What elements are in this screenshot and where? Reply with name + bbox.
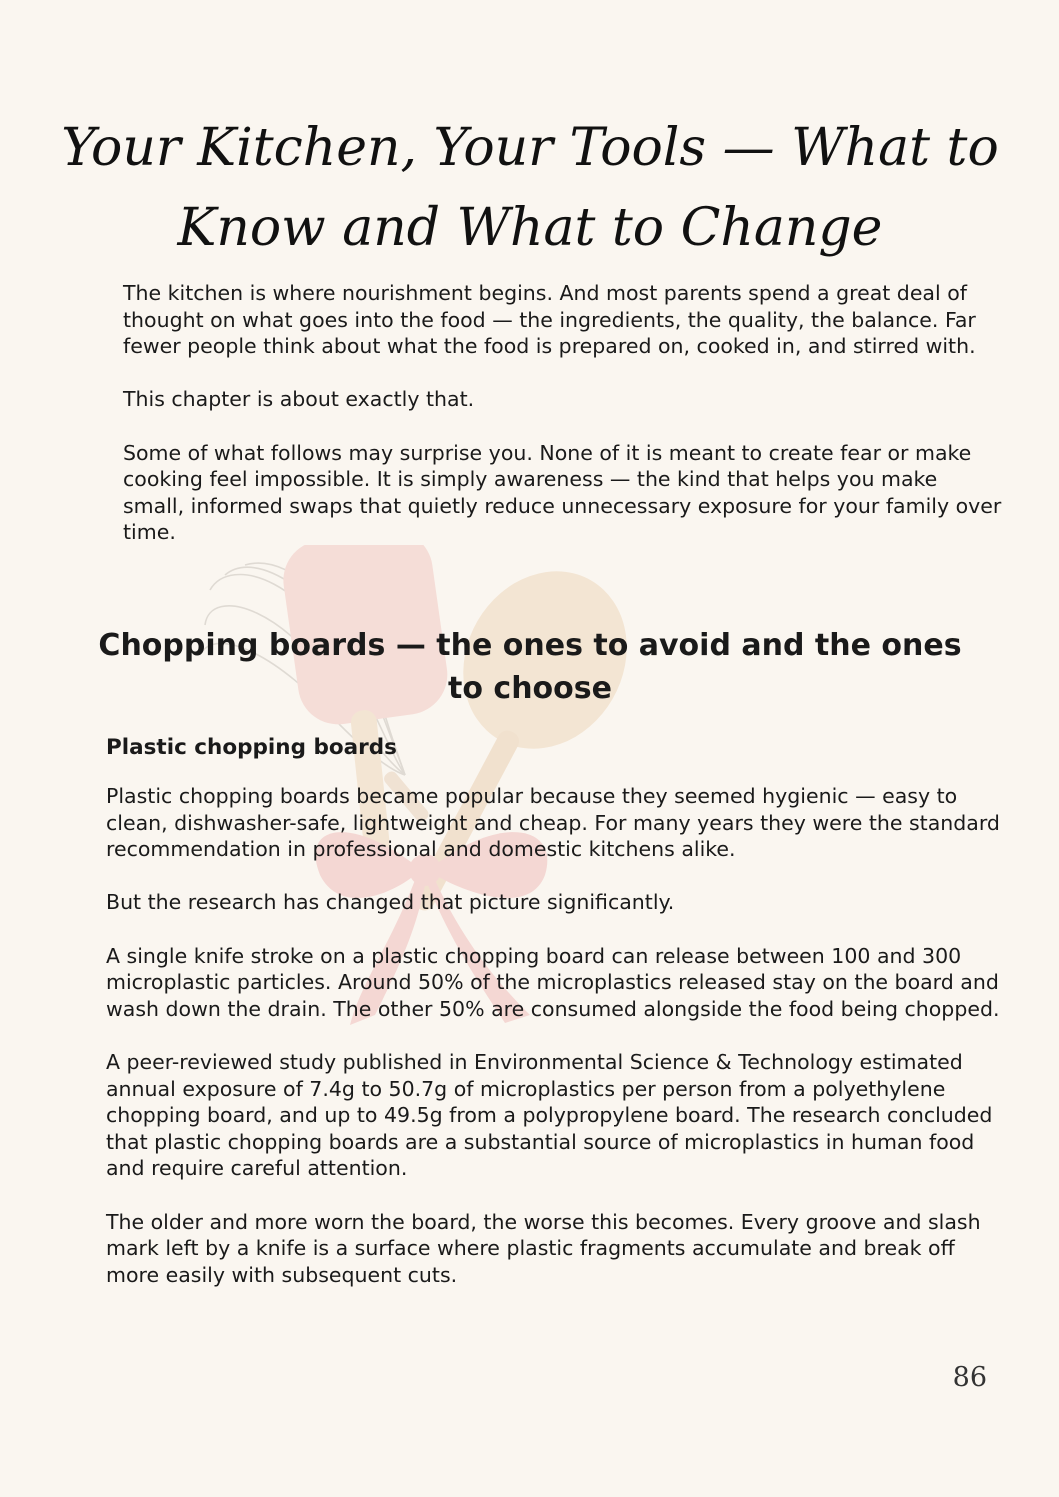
page-title: Your Kitchen, Your Tools — What to Know and What to Change [61,118,999,258]
intro-paragraph: The kitchen is where nourishment begins. And most parents spend a great deal of thought on what goes into the food — the ingredients, the quality, the balance. Far fewer people think about what the food is prepared on, cooked in, and stirred with. [123,281,976,359]
body-section [106,783,1006,1315]
intro-paragraph: Some of what follows may surprise you. None of it is meant to create fear or make cooking feel impossible. It is simply awareness — the kind that helps you make small, informed swaps that quietly reduce unnecessary exposure for your family over time. [123,440,1002,545]
body-paragraph: A peer-reviewed study published in Environmental Science & Technology estimated annual exposure of 7.4g to 50.7g of microplastics per person from a polyethylene chopping board, and up to 49.5g from a polypropylene board. The research concluded that plastic chopping boards are a substantial source of microplastics in human food and require careful attention. [106,1049,993,1181]
body-paragraph: But the research has changed that picture significantly. [106,890,675,915]
sub-heading: Plastic chopping boards [106,735,397,760]
section-heading: Chopping boards — the ones to avoid and the ones to choose [98,628,962,706]
intro-paragraph: This chapter is about exactly that. [123,387,475,412]
intro-section [123,280,1003,573]
page-number: 86 [952,1362,987,1393]
body-paragraph: The older and more worn the board, the worse this becomes. Every groove and slash mark left by a knife is a surface where plastic fragments accumulate and break off more easily with subsequent cuts. [106,1209,981,1287]
body-paragraph: Plastic chopping boards became popular because they seemed hygienic — easy to clean, dishwasher-safe, lightweight and cheap. For many years they were the standard recommendation in professional and domestic kitchens alike. [106,784,1000,862]
body-paragraph: A single knife stroke on a plastic chopping board can release between 100 and 300 microplastic particles. Around 50% of the microplastics released stay on the board and wash down the drain. The other 50% are consumed alongside the food being chopped. [106,943,1000,1021]
